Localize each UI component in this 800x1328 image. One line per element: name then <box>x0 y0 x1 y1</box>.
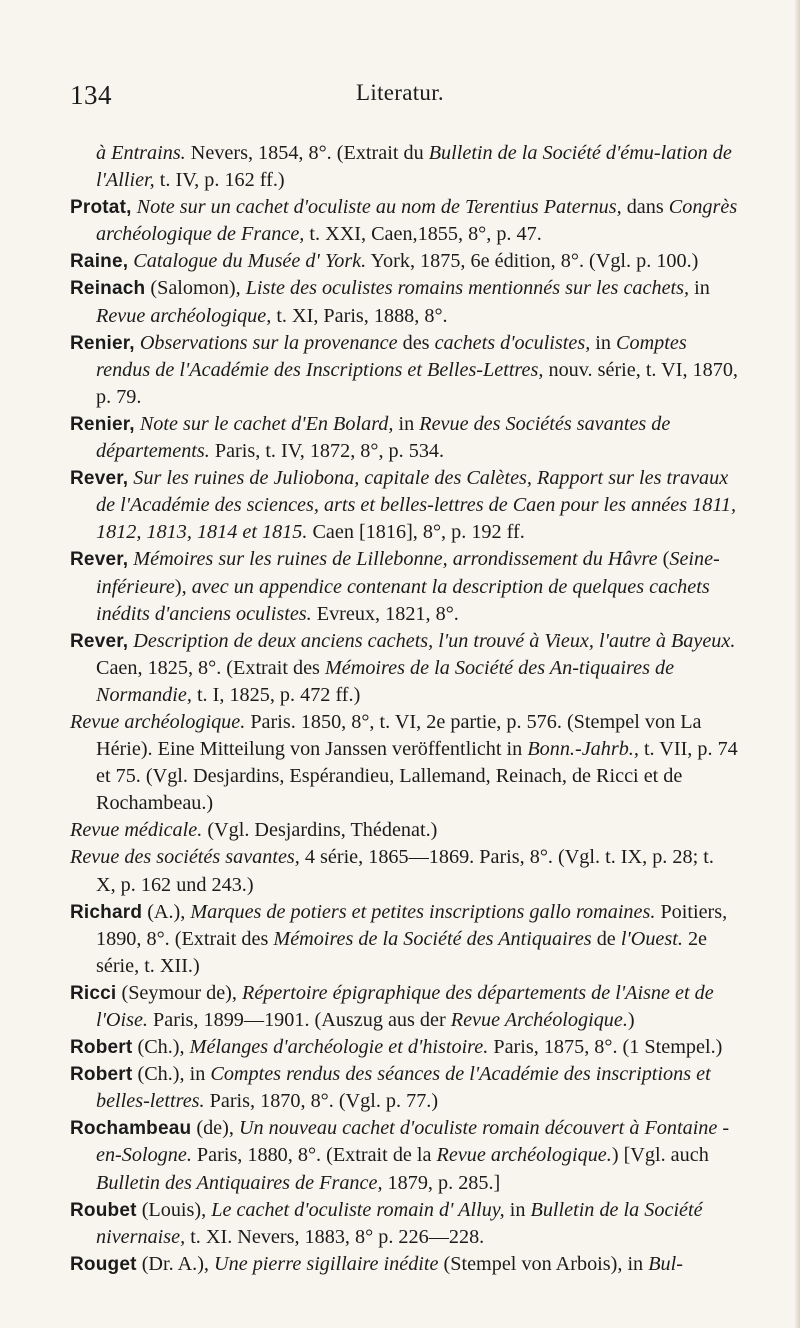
entry-title: Revue archéologique. <box>436 1144 612 1167</box>
entry-title: Sur les ruines de Juliobona, capitale des Calètes, Rapport sur les travaux de l'Académie des sciences, arts et belles-lettres de Caen pour les années 1811, 1812, 1813, 1814 et 1815. <box>96 467 737 544</box>
entry-text: Paris. 1850, 8°, t. VI, 2e partie, p. 576. (Stempel von La Hérie). Eine Mitteilung von Janssen veröffentlicht in <box>96 710 702 761</box>
entry-text: (Ch.), <box>132 1036 190 1059</box>
entry-text: 4 série, 1865—1869. Paris, 8°. (Vgl. t. IX, p. 28; t. X, p. 162 und 243.) <box>96 846 714 896</box>
entry-text: Caen, 1825, 8°. (Extrait des <box>96 656 325 679</box>
entry-text: 2e série, t. XII.) <box>96 927 707 977</box>
entry-title: Catalogue du Musée d' York. <box>128 250 367 273</box>
entry-title: Note sur un cachet d'oculiste au nom de Terentius Paternus, <box>131 196 622 219</box>
entry-author: Protat, <box>70 197 132 219</box>
entry-author: Ricci <box>70 982 117 1004</box>
entry-text: (Ch.), in <box>132 1063 211 1086</box>
entry-text: Paris, t. IV, 1872, 8°, p. 534. <box>209 440 445 463</box>
bibliography-list <box>70 140 738 1278</box>
entry-text: (A.), <box>142 900 191 923</box>
entry-text: (Salomon), <box>145 277 246 300</box>
entry-title: l'Ouest. <box>620 927 683 950</box>
entry-text: in <box>504 1198 531 1221</box>
entry-text: ) <box>627 1009 635 1031</box>
entry-title: à Entrains. <box>96 142 186 164</box>
entry-title: Une pierre sigillaire inédite <box>214 1252 439 1275</box>
bibliography-entry <box>70 980 738 1034</box>
entry-text: Paris, 1875, 8°. (1 Stempel.) <box>488 1036 723 1059</box>
entry-title: Liste des oculistes romains mentionnés sur les cachets, <box>245 277 690 300</box>
entry-text: Nevers, 1854, 8°. (Extrait du <box>185 142 429 164</box>
entry-title: Mémoires de la Société des An-tiquaires de Normandie, <box>96 656 675 706</box>
entry-text: Paris, 1899—1901. (Auszug aus der <box>147 1009 451 1031</box>
page-header <box>70 80 730 120</box>
entry-author: Roubet <box>70 1199 137 1221</box>
bibliography-entry <box>70 465 738 546</box>
bibliography-entry <box>70 817 738 844</box>
bibliography-entry <box>70 411 738 465</box>
entry-text: (Seymour de), <box>116 981 243 1004</box>
bibliography-entry <box>70 330 738 411</box>
entry-author: Renier, <box>70 332 135 354</box>
entry-author: Raine, <box>70 251 129 273</box>
entry-author: Robert <box>70 1037 133 1059</box>
entry-text: nouv. série, t. VI, 1870, p. 79. <box>96 358 738 408</box>
entry-title: Mémoires sur les ruines de Lillebonne, arrondissement du Hâvre <box>128 548 658 571</box>
entry-title: Mémoires de la Société des Antiquaires <box>273 927 592 950</box>
entry-title: Un nouveau cachet d'oculiste romain découvert à Fontaine -en-Sologne. <box>96 1117 730 1167</box>
bibliography-entry <box>70 546 738 627</box>
entry-text: t. I, 1825, p. 472 ff.) <box>191 683 361 706</box>
entry-title: avec un appendice contenant la description de quelques cachets inédits d'anciens oculistes. <box>96 575 710 625</box>
entry-text: (de), <box>191 1117 239 1140</box>
bibliography-entry <box>70 1115 738 1196</box>
entry-text: Paris, 1880, 8°. (Extrait de la <box>191 1144 437 1167</box>
bibliography-entry <box>70 1197 738 1251</box>
bibliography-entry <box>70 275 738 329</box>
entry-text: Evreux, 1821, 8°. <box>311 602 459 625</box>
entry-title: Bulletin des Antiquaires de France, <box>96 1171 383 1194</box>
entry-title: Bonn.-Jahrb., <box>527 738 639 761</box>
entry-text: des <box>397 331 435 354</box>
entry-text: Paris, 1870, 8°. (Vgl. p. 77.) <box>204 1090 439 1113</box>
entry-text: in <box>393 412 420 435</box>
entry-author: Reinach <box>70 278 146 300</box>
entry-author: Rever, <box>70 549 129 571</box>
entry-title: Marques de potiers et petites inscriptions gallo romaines. <box>190 900 656 923</box>
bibliography-entry <box>70 1061 738 1115</box>
entry-title: Revue des Sociétés savantes de départements. <box>96 412 671 463</box>
entry-author: Robert <box>70 1064 133 1086</box>
bibliography-entry <box>70 844 738 898</box>
entry-title: Revue archéologique. <box>70 710 246 733</box>
entry-text: t. VII, p. 74 et 75. (Vgl. Desjardins, Espérandieu, Lallemand, Reinach, de Ricci et de Rochambeau.) <box>96 738 738 815</box>
entry-title: Comptes rendus des séances de l'Académie des inscriptions et belles-lettres. <box>96 1063 711 1113</box>
entry-author: Renier, <box>70 413 135 435</box>
entry-text: dans <box>621 196 669 219</box>
entry-title: cachets d'oculistes, <box>434 331 591 354</box>
entry-title: Congrès archéologique de France, <box>96 196 738 246</box>
bibliography-entry <box>70 194 738 248</box>
entry-text: t. XXI, Caen,1855, 8°, p. 47. <box>304 223 542 246</box>
entry-title: Note sur le cachet d'En Bolard, <box>134 412 394 435</box>
entry-title: Observations sur la provenance <box>134 331 398 354</box>
bibliography-entry <box>70 899 738 980</box>
entry-author: Rochambeau <box>70 1118 192 1140</box>
entry-text: ) [Vgl. auch <box>611 1144 709 1167</box>
entry-title: Bulletin de la Société nivernaise, <box>96 1198 703 1248</box>
entry-title: Répertoire épigraphique des départements de l'Aisne et de l'Oise. <box>96 981 714 1031</box>
entry-author: Rever, <box>70 468 129 490</box>
entry-title: Comptes rendus de l'Académie des Inscriptions et Belles-Lettres, <box>96 331 687 381</box>
entry-title: Mélanges d'archéologie et d'histoire. <box>189 1036 489 1059</box>
bibliography-entry <box>70 248 738 275</box>
page-edge <box>794 0 800 1328</box>
entry-text: 1879, p. 285.] <box>382 1171 501 1194</box>
entry-text: (Vgl. Desjardins, Thédenat.) <box>202 819 438 842</box>
entry-text: t. IV, p. 162 ff.) <box>154 169 285 192</box>
bibliography-entry <box>70 1251 738 1278</box>
entry-text: Poitiers, 1890, 8°. (Extrait des <box>96 900 728 950</box>
entry-title: Bulletin de la Société d'ému-lation de l'Allier, <box>96 142 732 192</box>
bibliography-entry-continuation <box>70 140 738 194</box>
entry-text: ), <box>174 575 192 598</box>
entry-title: Revue médicale. <box>70 819 203 842</box>
entry-title: Description de deux anciens cachets, l'un trouvé à Vieux, l'autre à Bayeux. <box>128 629 736 652</box>
bibliography-entry <box>70 709 738 817</box>
entry-title: Seine-inférieure <box>96 548 720 598</box>
entry-text: York, 1875, 6e édition, 8°. (Vgl. p. 100.) <box>366 250 699 273</box>
entry-text: Caen [1816], 8°, p. 192 ff. <box>307 521 525 544</box>
page-number: 134 <box>70 80 112 110</box>
entry-text: (Louis), <box>136 1198 212 1221</box>
entry-title: Le cachet d'oculiste romain d' Alluy, <box>211 1198 505 1221</box>
entry-text: ( <box>657 548 670 571</box>
entry-text: t. XI. Nevers, 1883, 8° p. 226—228. <box>185 1225 485 1248</box>
entry-text: (Stempel von Arbois), in <box>438 1252 649 1275</box>
entry-author: Rouget <box>70 1253 137 1275</box>
entry-text: (Dr. A.), <box>136 1252 215 1275</box>
entry-text: in <box>590 331 617 354</box>
entry-text: t. XI, Paris, 1888, 8°. <box>271 304 448 327</box>
entry-author: Richard <box>70 901 143 923</box>
entry-title: Revue archéologique, <box>96 304 272 327</box>
entry-title: Bul- <box>648 1252 683 1275</box>
entry-title: Revue des sociétés savantes, <box>70 846 300 869</box>
bibliography-entry <box>70 1034 738 1061</box>
entry-author: Rever, <box>70 630 129 652</box>
running-title: Literatur. <box>356 80 444 105</box>
entry-title: Revue Archéologique. <box>450 1009 628 1031</box>
bibliography-entry <box>70 628 738 709</box>
entry-text: de <box>591 927 621 950</box>
entry-text: in <box>689 277 710 300</box>
